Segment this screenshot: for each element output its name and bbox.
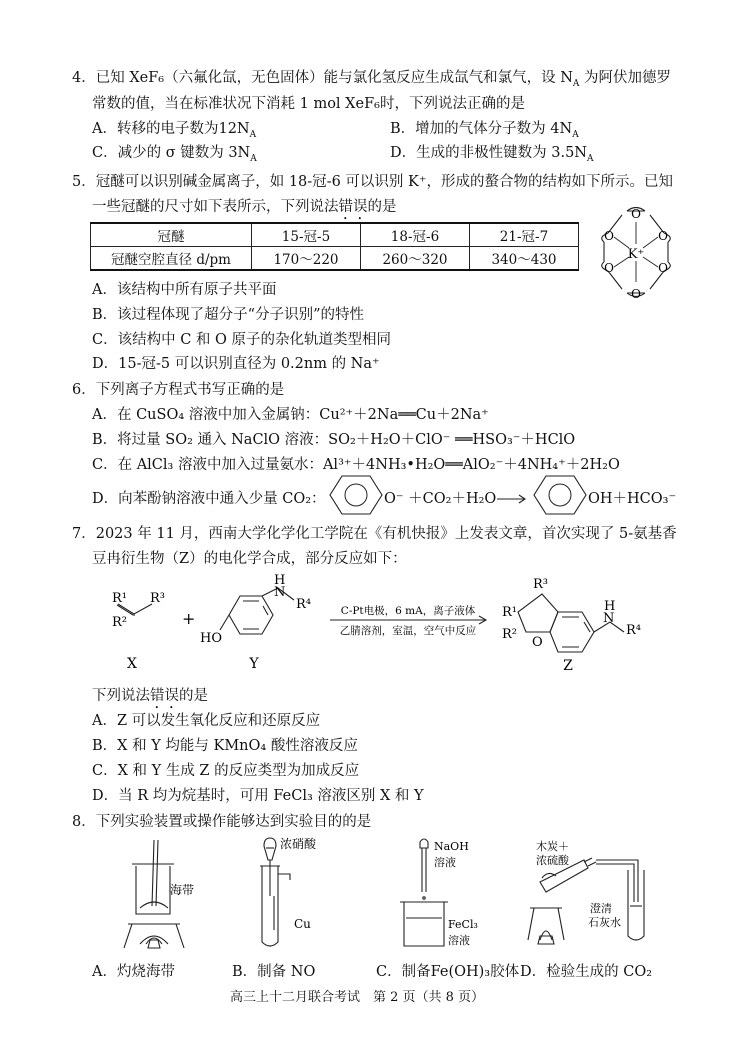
plus-sign: + — [182, 609, 196, 628]
caption-b: B．制备 NO — [232, 964, 316, 980]
condition-top: C-Pt电极，6 mA，离子液体 — [340, 605, 476, 617]
oxygen-label: O — [604, 261, 614, 275]
q5-option-a: A．该结构中所有原子共平面 — [92, 282, 277, 298]
apparatus-burning-kelp — [118, 836, 202, 952]
table-header: 21-冠-7 — [470, 223, 579, 247]
q7-option-c: C．X 和 Y 生成 Z 的反应类型为加成反应 — [92, 763, 360, 779]
potassium-ion-label: K⁺ — [627, 247, 645, 262]
label-solution: 溶液 — [448, 934, 470, 947]
label-fecl3: FeCl₃ — [448, 918, 478, 931]
q5-option-b: B．该过程体现了超分子“分子识别”的特性 — [92, 307, 364, 323]
q7-ask: 下列说法错误的是 — [92, 688, 208, 704]
oxygen-label: O — [631, 287, 641, 301]
q5-option-c: C．该结构中 C 和 O 原子的杂化轨道类型相同 — [92, 332, 392, 348]
q7-option-a: A．Z 可以发生氧化反应和还原反应 — [92, 713, 321, 729]
table-cell: 170～220 — [252, 247, 361, 271]
q4-line1: 4．已知 XeF₆（六氟化氙，无色固体）能与氯化氢反应生成氙气和氯气，设 $N_A$ 为阿伏加德罗 — [72, 70, 672, 89]
o-label: O — [532, 635, 543, 650]
label-clear: 澄清 — [590, 902, 612, 915]
q4-line2: 常数的值，当在标准状况下消耗 1 mol XeF₆时，下列说法正确的是 — [92, 96, 525, 112]
table-cell: 340～430 — [470, 247, 579, 271]
apparatus-detect-co2 — [526, 836, 670, 952]
q7-line2: 豆冉衍生物（Z）的电化学合成，部分反应如下： — [92, 551, 407, 567]
q7-reaction-scheme — [90, 574, 700, 674]
r1-label: R¹ — [502, 605, 517, 620]
q4-option-b: B．增加的气体分子数为 $4N_A$ — [390, 121, 579, 140]
label-naoh: NaOH — [434, 840, 469, 853]
oxygen-label: O — [604, 229, 614, 243]
label-y: Y — [249, 656, 259, 672]
benzene-ring-icon — [330, 474, 382, 516]
table-header: 15-冠-5 — [252, 223, 361, 247]
q5-option-d: D．15-冠-5 可以识别直径为 0.2nm 的 Na⁺ — [92, 356, 380, 372]
label-charcoal: 木炭＋ — [536, 840, 569, 853]
reaction-arrow — [497, 494, 527, 504]
crown-ether-k-complex-structure — [588, 200, 684, 304]
benzene-ring-icon — [534, 474, 586, 516]
oxygen-label: O — [631, 207, 641, 221]
q6-option-a: A．在 CuSO₄ 溶液中加入金属钠：Cu²⁺＋2Na══Cu＋2Na⁺ — [92, 407, 489, 423]
q4-option-a: A．转移的电子数为$12N_A$ — [92, 121, 257, 140]
label-kelp: 海带 — [170, 883, 195, 897]
label-conc-sulfuric-acid: 浓硫酸 — [536, 854, 569, 867]
n-label: N — [274, 585, 286, 600]
label-solution: 溶液 — [434, 856, 456, 869]
label-cu: Cu — [294, 917, 311, 931]
q6-option-c: C．在 AlCl₃ 溶液中加入过量氨水：Al³⁺＋4NH₃•H₂O══AlO₂⁻＋4NH₄⁺＋2H₂O — [92, 457, 620, 473]
label-conc-nitric-acid: 浓硝酸 — [280, 837, 317, 851]
h-label: H — [274, 573, 286, 588]
r2-label: R² — [502, 627, 517, 642]
h-label: H — [604, 599, 616, 614]
oxygen-label: O — [658, 261, 668, 275]
r4-label: R⁴ — [296, 597, 311, 612]
q6-option-d-label: D．向苯酚钠溶液中通入少量 CO₂： — [92, 491, 326, 507]
q4-option-d: D．生成的非极性键数为 $3.5N_A$ — [390, 145, 594, 164]
q6-option-d-right: OH＋HCO₃⁻ — [588, 491, 677, 507]
q8-stem: 8．下列实验装置或操作能够达到实验目的的是 — [72, 814, 372, 830]
q7-option-d: D．当 R 均为烷基时，可用 FeCl₃ 溶液区别 X 和 Y — [92, 788, 424, 804]
caption-c: C．制备Fe(OH)₃胶体 — [376, 964, 520, 980]
apparatus-prepare-colloid — [398, 836, 508, 952]
q6-option-d-middle: O⁻ ＋CO₂＋H₂O — [384, 491, 497, 507]
q5-line2: 一些冠醚的尺寸如下表所示，下列说法错误的是 — [92, 199, 397, 215]
q4-option-c: C．减少的 σ 键数为 $3N_A$ — [92, 145, 257, 164]
n-label: N — [603, 611, 615, 626]
apparatus-prepare-no — [250, 836, 332, 952]
caption-d: D．检验生成的 CO₂ — [520, 964, 653, 980]
table-cell: 260～320 — [361, 247, 470, 271]
condition-bottom: 乙腈溶剂，室温，空气中反应 — [339, 625, 477, 637]
r3-label: R³ — [533, 577, 548, 592]
oxygen-label: O — [658, 229, 668, 243]
r4-label: R⁴ — [626, 623, 641, 638]
q5-line1: 5．冠醚可以识别碱金属离子，如 18-冠-6 可以识别 K⁺，形成的螯合物的结构如下所示。已知 — [72, 174, 674, 190]
label-z: Z — [563, 658, 573, 674]
table-header: 冠醚 — [91, 223, 252, 247]
caption-a: A．灼烧海带 — [92, 964, 175, 980]
q6-option-b: B．将过量 SO₂ 通入 NaClO 溶液：SO₂＋H₂O＋ClO⁻ ══HSO₃⁻＋HClO — [92, 432, 576, 448]
q6-stem: 6．下列离子方程式书写正确的是 — [72, 382, 285, 398]
page-footer: 高三上十二月联合考试 第 2 页（共 8 页） — [230, 990, 485, 1005]
q7-option-b: B．X 和 Y 均能与 KMnO₄ 酸性溶液反应 — [92, 738, 358, 754]
label-x: X — [127, 656, 137, 672]
table-header: 18-冠-6 — [361, 223, 470, 247]
r2-label: R² — [112, 615, 127, 630]
r3-label: R³ — [150, 591, 165, 606]
r1-label: R¹ — [112, 591, 127, 606]
ho-label: HO — [200, 631, 222, 646]
crown-ether-table — [90, 222, 579, 271]
table-cell: 冠醚空腔直径 d/pm — [91, 247, 252, 271]
q7-line1: 7．2023 年 11 月，西南大学化学化工学院在《有机快报》上发表文章，首次实现了 5-氨基香 — [72, 526, 677, 542]
label-limewater: 石灰水 — [588, 916, 621, 929]
